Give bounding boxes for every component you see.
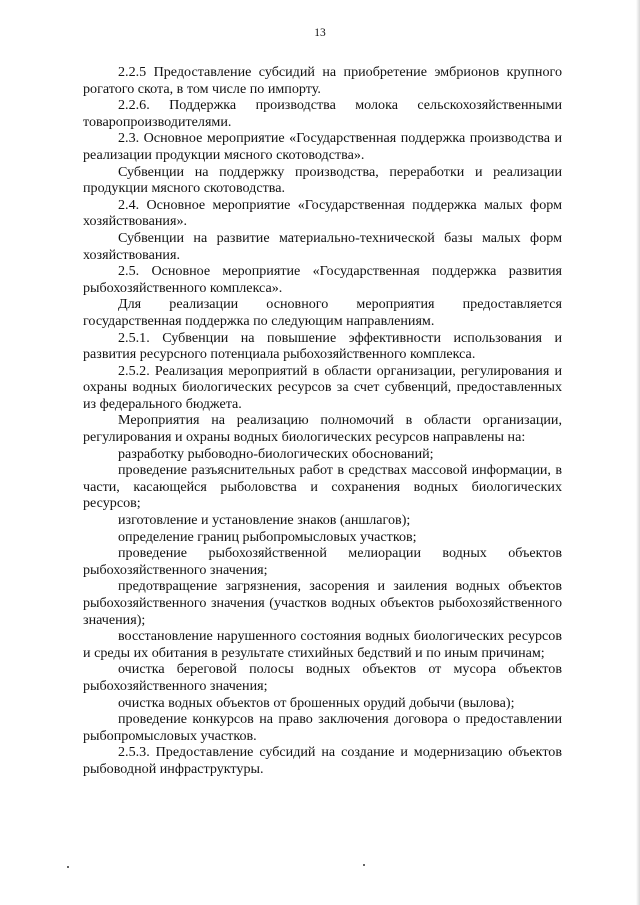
list-item: изготовление и установление знаков (аншлагов); bbox=[118, 512, 411, 529]
list-item: предотвращение загрязнения, засорения и заиления водных объектов рыбохозяйственного значения (участков водных объектов рыбохозяйственного значения); bbox=[83, 578, 562, 628]
paragraph-2-4: 2.4. Основное мероприятие «Государственная поддержка малых форм хозяйствования». bbox=[83, 196, 562, 230]
document-body bbox=[83, 64, 562, 778]
list-item: проведение конкурсов на право заключения договора о предоставлении рыбопромысловых участков. bbox=[83, 711, 562, 744]
paragraph-2-5-2: 2.5.2. Реализация мероприятий в области организации, регулирования и охраны водных биологических ресурсов за счет субвенций, предоставленных из федерального бюджета. bbox=[83, 362, 562, 412]
scan-dot-mark bbox=[363, 864, 365, 866]
paragraph-2-3: 2.3. Основное мероприятие «Государственная поддержка производства и реализации продукции мясного скотоводства». bbox=[83, 130, 562, 163]
page-number: 13 bbox=[314, 27, 326, 39]
list-item: проведение разъяснительных работ в средствах массовой информации, в части, касающейся рыболовства и сохранения водных биологических ресурсов; bbox=[83, 462, 562, 512]
paragraph-2-5: 2.5. Основное мероприятие «Государственная поддержка развития рыбохозяйственного комплекса». bbox=[83, 263, 562, 296]
paragraph-2-5-intro: Для реализации основного мероприятия предоставляется государственная поддержка по следующим направлениям. bbox=[83, 296, 562, 329]
paragraph-2-3-subvention: Субвенции на поддержку производства, переработки и реализации продукции мясного скотоводства. bbox=[83, 163, 562, 197]
paragraph-2-5-1: 2.5.1. Субвенции на повышение эффективности использования и развития ресурсного потенциала рыбохозяйственного комплекса. bbox=[83, 329, 562, 363]
paragraph-2-2-6: 2.2.6. Поддержка производства молока сельскохозяйственными товаропроизводителями. bbox=[83, 97, 562, 130]
scan-edge-shadow bbox=[636, 0, 640, 905]
paragraph-2-2-5: 2.2.5 Предоставление субсидий на приобретение эмбрионов крупного рогатого скота, в том числе по импорту. bbox=[83, 64, 562, 97]
list-item: проведение рыбохозяйственной мелиорации водных объектов рыбохозяйственного значения; bbox=[83, 545, 562, 578]
paragraph-2-5-3: 2.5.3. Предоставление субсидий на создание и модернизацию объектов рыбоводной инфраструктуры. bbox=[83, 744, 562, 777]
paragraph-2-5-2-measures: Мероприятия на реализацию полномочий в области организации, регулирования и охраны водных биологических ресурсов направлены на: bbox=[83, 412, 562, 446]
scan-dot-mark bbox=[67, 866, 69, 868]
list-item: очистка водных объектов от брошенных орудий добычи (вылова); bbox=[118, 694, 515, 711]
paragraph-2-4-subvention: Субвенции на развитие материально-технической базы малых форм хозяйствования. bbox=[83, 229, 562, 263]
list-item: восстановление нарушенного состояния водных биологических ресурсов и среды их обитания в результате стихийных бедствий и по иным причинам; bbox=[83, 628, 562, 661]
list-item: очистка береговой полосы водных объектов от мусора объектов рыбохозяйственного значения; bbox=[83, 661, 562, 694]
list-item: разработку рыбоводно-биологических обоснований; bbox=[118, 445, 434, 462]
list-item: определение границ рыбопромысловых участков; bbox=[118, 528, 417, 545]
